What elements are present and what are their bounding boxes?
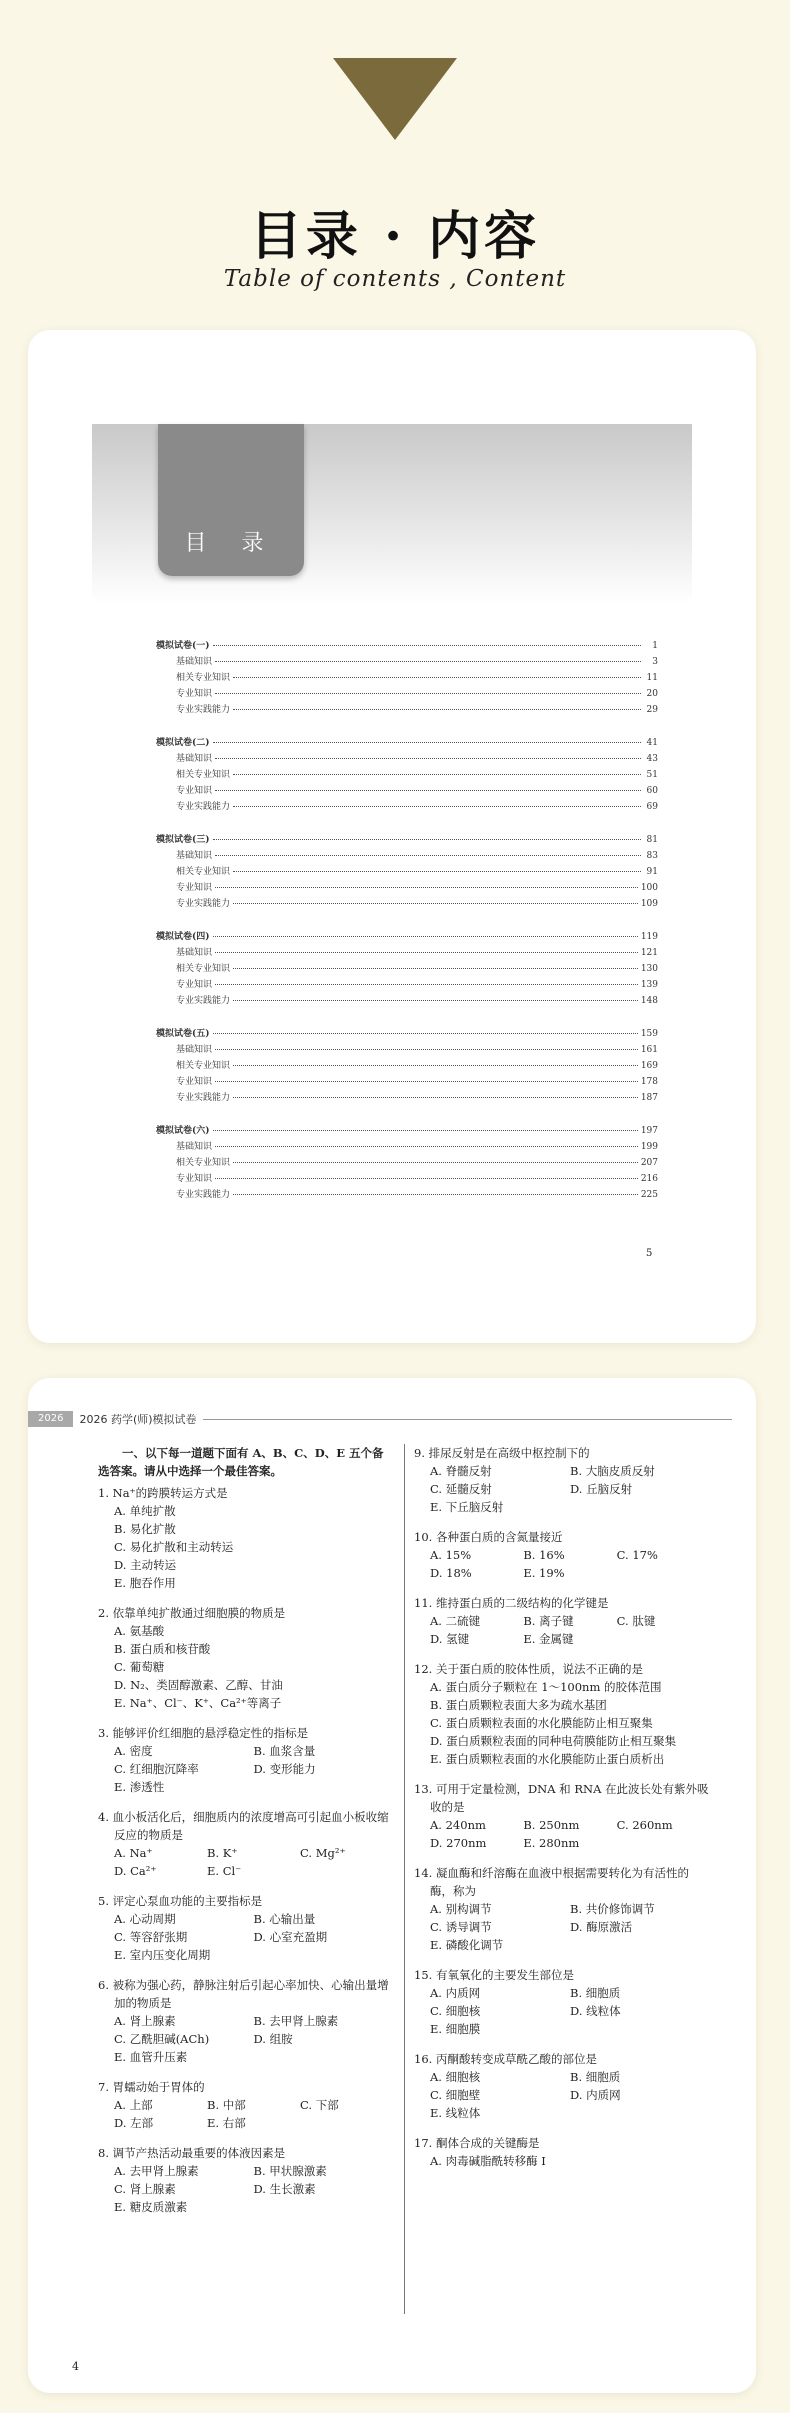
answer-option[interactable]: B. 去甲肾上腺素 — [253, 2014, 339, 2028]
toc-leader-dots — [233, 871, 641, 872]
toc-leader-dots — [233, 1194, 638, 1195]
toc-sub-entry[interactable] — [176, 1091, 658, 1105]
exam-page-card — [28, 1378, 756, 2393]
question-stem: 7. 胃蠕动始于胃体的 — [98, 2080, 205, 2094]
answer-option[interactable]: E. 19% — [523, 1566, 565, 1580]
answer-options — [414, 2152, 710, 2170]
toc-page-number: 5 — [646, 1248, 653, 1259]
answer-option[interactable]: B. 蛋白质颗粒表面大多为疏水基团 — [430, 1698, 607, 1712]
answer-option[interactable]: D. 丘脑反射 — [570, 1482, 633, 1496]
toc-sub-entry[interactable] — [176, 978, 658, 992]
toc-entry-page: 119 — [640, 932, 658, 942]
toc-sub-entry[interactable] — [176, 703, 658, 717]
toc-entry-page: 11 — [646, 673, 658, 683]
toc-sub-entry[interactable] — [176, 994, 658, 1008]
toc-entry-label: 模拟试卷(四) — [156, 932, 210, 942]
toc-section-entry[interactable] — [156, 1124, 658, 1138]
toc-entry-label: 专业实践能力 — [176, 705, 231, 715]
answer-option[interactable]: D. 心室充盈期 — [253, 1930, 328, 1944]
toc-entry-label: 模拟试卷(五) — [156, 1029, 210, 1039]
answer-option[interactable]: A. 氨基酸 — [114, 1624, 165, 1638]
toc-entry-page: 130 — [640, 964, 658, 974]
question-stem: 16. 丙酮酸转变成草酰乙酸的部位是 — [414, 2052, 597, 2066]
answer-option[interactable]: B. 蛋白质和核苷酸 — [114, 1642, 211, 1656]
toc-entry-page: 197 — [640, 1126, 658, 1136]
toc-entry-label: 模拟试卷(二) — [156, 738, 210, 748]
toc-sub-entry[interactable] — [176, 800, 658, 814]
toc-leader-dots — [233, 709, 641, 710]
question-item — [98, 1976, 393, 2066]
answer-option[interactable]: B. 细胞质 — [570, 2070, 621, 2084]
answer-options — [414, 1816, 710, 1852]
answer-option[interactable]: A. 肾上腺素 — [114, 2014, 176, 2028]
answer-option[interactable]: B. 中部 — [207, 2098, 246, 2112]
toc-sub-entry[interactable] — [176, 1188, 658, 1202]
answer-option[interactable]: A. 二硫键 — [430, 1614, 481, 1628]
toc-leader-dots — [213, 1033, 638, 1034]
answer-options — [414, 1462, 710, 1516]
answer-option[interactable]: E. 磷酸化调节 — [430, 1938, 504, 1952]
toc-leader-dots — [215, 855, 641, 856]
toc-sub-entry[interactable] — [176, 1059, 658, 1073]
answer-options — [98, 1502, 393, 1592]
toc-sub-entry[interactable] — [176, 687, 658, 701]
answer-option[interactable]: C. 红细胞沉降率 — [114, 1762, 199, 1776]
answer-option[interactable]: B. 血浆含量 — [253, 1744, 316, 1758]
answer-option[interactable]: E. 血管升压素 — [114, 2050, 188, 2064]
toc-leader-dots — [215, 984, 638, 985]
toc-sub-entry[interactable] — [176, 768, 658, 782]
answer-option[interactable]: C. 细胞壁 — [430, 2088, 481, 2102]
toc-entry-page: 100 — [640, 883, 658, 893]
toc-entry-label: 相关专业知识 — [176, 673, 231, 683]
answer-option[interactable]: C. 诱导调节 — [430, 1920, 492, 1934]
toc-entry-page: 139 — [640, 980, 658, 990]
answer-option[interactable]: C. 蛋白质颗粒表面的水化膜能防止相互聚集 — [430, 1716, 653, 1730]
answer-option[interactable]: E. 280nm — [523, 1836, 580, 1850]
answer-option[interactable]: A. Na⁺ — [114, 1846, 153, 1860]
toc-entry-label: 模拟试卷(一) — [156, 641, 210, 651]
toc-entry-page: 29 — [646, 705, 658, 715]
answer-options — [414, 1546, 710, 1582]
toc-entry-label: 专业知识 — [176, 786, 213, 796]
question-item — [414, 2050, 710, 2122]
answer-option[interactable]: D. 变形能力 — [253, 1762, 316, 1776]
toc-leader-dots — [215, 952, 638, 953]
toc-entry-page: 161 — [640, 1045, 658, 1055]
answer-options — [98, 1622, 393, 1712]
toc-sub-entry[interactable] — [176, 1156, 658, 1170]
question-stem: 3. 能够评价红细胞的悬浮稳定性的指标是 — [98, 1726, 309, 1740]
toc-entry-label: 模拟试卷(三) — [156, 835, 210, 845]
answer-options — [98, 2096, 393, 2132]
toc-entry-label: 相关专业知识 — [176, 770, 231, 780]
answer-option[interactable]: E. 渗透性 — [114, 1780, 165, 1794]
toc-entry-page: 169 — [640, 1061, 658, 1071]
question-stem: 11. 维持蛋白质的二级结构的化学键是 — [414, 1596, 609, 1610]
toc-sub-entry[interactable] — [176, 655, 658, 669]
question-stem: 13. 可用于定量检测，DNA 和 RNA 在此波长处有紫外吸收的是 — [414, 1782, 709, 1814]
toc-entry-label: 专业知识 — [176, 980, 213, 990]
question-item — [414, 1780, 710, 1852]
answer-option[interactable]: C. Mg²⁺ — [300, 1846, 346, 1860]
toc-sub-entry[interactable] — [176, 849, 658, 863]
question-stem: 4. 血小板活化后，细胞质内的浓度增高可引起血小板收缩反应的物质是 — [98, 1810, 389, 1842]
page-subtitle: Table of contents , Content — [223, 266, 567, 292]
toc-entry-page: 60 — [646, 786, 658, 796]
answer-option[interactable]: B. 心输出量 — [253, 1912, 316, 1926]
toc-sub-entry[interactable] — [176, 1140, 658, 1154]
question-stem: 15. 有氧氧化的主要发生部位是 — [414, 1968, 574, 1982]
answer-option[interactable]: C. 下部 — [300, 2098, 339, 2112]
toc-leader-dots — [213, 1130, 638, 1131]
answer-option[interactable]: D. N₂、类固醇激素、乙醇、甘油 — [114, 1678, 283, 1692]
toc-entry-label: 专业实践能力 — [176, 802, 231, 812]
question-stem: 17. 酮体合成的关键酶是 — [414, 2136, 540, 2150]
question-stem: 5. 评定心泵血功能的主要指标是 — [98, 1894, 263, 1908]
answer-option[interactable]: D. 左部 — [114, 2116, 154, 2130]
toc-entry-label: 专业知识 — [176, 689, 213, 699]
toc-leader-dots — [233, 1065, 638, 1066]
answer-option[interactable]: A. 蛋白质分子颗粒在 1～100nm 的胶体范围 — [430, 1680, 662, 1694]
toc-entry-label: 相关专业知识 — [176, 964, 231, 974]
question-item — [414, 1660, 710, 1768]
question-item — [98, 2078, 393, 2132]
toc-leader-dots — [233, 1097, 638, 1098]
toc-entry-page: 148 — [640, 996, 658, 1006]
question-item — [414, 1594, 710, 1648]
answer-option[interactable]: A. 去甲肾上腺素 — [114, 2164, 199, 2178]
answer-option[interactable]: E. Na⁺、Cl⁻、K⁺、Ca²⁺等离子 — [114, 1696, 282, 1710]
answer-options — [98, 1742, 393, 1796]
answer-option[interactable]: C. 等容舒张期 — [114, 1930, 188, 1944]
question-stem: 10. 各种蛋白质的含氮量接近 — [414, 1530, 563, 1544]
answer-option[interactable]: D. 氢键 — [430, 1632, 470, 1646]
exam-running-header — [28, 1411, 756, 1427]
question-item — [98, 1484, 393, 1592]
toc-entry-page: 1 — [652, 641, 658, 651]
toc-section-entry[interactable] — [156, 736, 658, 750]
toc-leader-dots — [233, 968, 638, 969]
question-item — [414, 1444, 710, 1516]
toc-leader-dots — [233, 677, 641, 678]
question-item — [98, 1604, 393, 1712]
toc-entry-label: 相关专业知识 — [176, 867, 231, 877]
toc-entry-label: 基础知识 — [176, 1142, 213, 1152]
answer-option[interactable]: E. 蛋白质颗粒表面的水化膜能防止蛋白质析出 — [430, 1752, 665, 1766]
answer-option[interactable]: E. 胞吞作用 — [114, 1576, 176, 1590]
toc-entry-page: 207 — [640, 1158, 658, 1168]
toc-leader-dots — [215, 661, 641, 662]
answer-option[interactable]: A. 240nm — [430, 1818, 486, 1832]
toc-entry-page: 199 — [640, 1142, 658, 1152]
toc-entry-page: 20 — [646, 689, 658, 699]
answer-options — [414, 2068, 710, 2122]
toc-entry-label: 专业实践能力 — [176, 899, 231, 909]
answer-option[interactable]: A. 密度 — [114, 1744, 153, 1758]
answer-option[interactable]: D. 组胺 — [253, 2032, 293, 2046]
toc-sub-entry[interactable] — [176, 946, 658, 960]
column-divider — [404, 1444, 405, 2314]
toc-entry-label: 专业实践能力 — [176, 996, 231, 1006]
toc-entry-page: 3 — [652, 657, 658, 667]
toc-leader-dots — [233, 1000, 638, 1001]
answer-option[interactable]: D. 线粒体 — [570, 2004, 621, 2018]
question-item — [414, 1966, 710, 2038]
toc-entry-page: 83 — [646, 851, 658, 861]
toc-entry-label: 专业知识 — [176, 1077, 213, 1087]
answer-option[interactable]: A. 脊髓反射 — [430, 1464, 492, 1478]
answer-option[interactable]: C. 17% — [616, 1548, 658, 1562]
toc-entry-label: 基础知识 — [176, 851, 213, 861]
toc-sub-entry[interactable] — [176, 881, 658, 895]
toc-leader-dots — [233, 774, 641, 775]
toc-entry-page: 43 — [646, 754, 658, 764]
answer-option[interactable]: A. 单纯扩散 — [114, 1504, 176, 1518]
answer-option[interactable]: B. 250nm — [523, 1818, 580, 1832]
answer-option[interactable]: B. 甲状腺激素 — [253, 2164, 327, 2178]
exam-page-number: 4 — [72, 2360, 79, 2373]
left-column — [98, 1444, 393, 2228]
toc-leader-dots — [215, 790, 641, 791]
answer-option[interactable]: A. 细胞核 — [430, 2070, 481, 2084]
toc-leader-dots — [215, 1178, 638, 1179]
toc-sub-entry[interactable] — [176, 752, 658, 766]
toc-entry-page: 159 — [640, 1029, 658, 1039]
toc-entry-page: 69 — [646, 802, 658, 812]
toc-entry-page: 187 — [640, 1093, 658, 1103]
answer-option[interactable]: A. 别构调节 — [430, 1902, 492, 1916]
toc-section-entry[interactable] — [156, 639, 658, 653]
triangle-ornament-icon — [333, 58, 457, 140]
question-item — [98, 1892, 393, 1964]
toc-entry-page: 109 — [640, 899, 658, 909]
toc-sub-entry[interactable] — [176, 897, 658, 911]
toc-leader-dots — [233, 1162, 638, 1163]
answer-option[interactable]: C. 易化扩散和主动转运 — [114, 1540, 234, 1554]
toc-sub-entry[interactable] — [176, 1043, 658, 1057]
answer-option[interactable]: A. 15% — [430, 1548, 472, 1562]
toc-sub-entry[interactable] — [176, 671, 658, 685]
toc-section-entry[interactable] — [156, 930, 658, 944]
toc-leader-dots — [233, 806, 641, 807]
book-title: 2026 药学(师)模拟试卷 — [79, 1413, 197, 1426]
answer-option[interactable]: E. 右部 — [207, 2116, 246, 2130]
question-item — [98, 1724, 393, 1796]
answer-options — [98, 2012, 393, 2066]
question-stem: 12. 关于蛋白质的胶体性质，说法不正确的是 — [414, 1662, 643, 1676]
toc-sub-entry[interactable] — [176, 784, 658, 798]
toc-leader-dots — [215, 1049, 638, 1050]
answer-option[interactable]: A. 内质网 — [430, 1986, 481, 2000]
answer-option[interactable]: C. 细胞核 — [430, 2004, 481, 2018]
toc-sub-entry[interactable] — [176, 1075, 658, 1089]
answer-option[interactable]: C. 乙酰胆碱(ACh) — [114, 2032, 210, 2046]
answer-options — [414, 1612, 710, 1648]
toc-entry-page: 51 — [646, 770, 658, 780]
answer-option[interactable]: B. K⁺ — [207, 1846, 238, 1860]
question-stem: 2. 依靠单纯扩散通过细胞膜的物质是 — [98, 1606, 286, 1620]
answer-option[interactable]: A. 上部 — [114, 2098, 153, 2112]
answer-option[interactable]: C. 肽键 — [616, 1614, 656, 1628]
answer-options — [414, 1900, 710, 1954]
answer-option[interactable]: E. 线粒体 — [430, 2106, 481, 2120]
answer-option[interactable]: C. 肾上腺素 — [114, 2182, 176, 2196]
toc-entry-page: 216 — [640, 1174, 658, 1184]
answer-option[interactable]: E. 糖皮质激素 — [114, 2200, 188, 2214]
answer-option[interactable]: D. 生长激素 — [253, 2182, 316, 2196]
question-item — [98, 2144, 393, 2216]
question-item — [414, 1528, 710, 1582]
question-item — [414, 2134, 710, 2170]
answer-option[interactable]: D. 主动转运 — [114, 1558, 177, 1572]
toc-entry-page: 178 — [640, 1077, 658, 1087]
toc-section-entry[interactable] — [156, 833, 658, 847]
toc-heading: 目 录 — [184, 531, 278, 556]
toc-entry-label: 相关专业知识 — [176, 1061, 231, 1071]
answer-option[interactable]: B. 共价修饰调节 — [570, 1902, 655, 1916]
question-item — [414, 1864, 710, 1954]
answer-option[interactable]: C. 葡萄糖 — [114, 1660, 165, 1674]
toc-entry-page: 81 — [646, 835, 658, 845]
answer-option[interactable]: B. 离子键 — [523, 1614, 574, 1628]
toc-entry-label: 基础知识 — [176, 657, 213, 667]
answer-option[interactable]: D. Ca²⁺ — [114, 1864, 157, 1878]
answer-option[interactable]: B. 大脑皮质反射 — [570, 1464, 655, 1478]
toc-leader-dots — [215, 693, 641, 694]
answer-option[interactable]: C. 延髓反射 — [430, 1482, 492, 1496]
toc-leader-dots — [213, 839, 641, 840]
question-stem: 6. 被称为强心药，静脉注射后引起心率加快、心输出量增加的物质是 — [98, 1978, 389, 2010]
question-stem: 8. 调节产热活动最重要的体液因素是 — [98, 2146, 286, 2160]
answer-option[interactable]: D. 蛋白质颗粒表面的同种电荷膜能防止相互聚集 — [430, 1734, 677, 1748]
answer-option[interactable]: D. 酶原激活 — [570, 1920, 633, 1934]
toc-sub-entry[interactable] — [176, 865, 658, 879]
answer-option[interactable]: E. 细胞膜 — [430, 2022, 481, 2036]
toc-leader-dots — [215, 1146, 638, 1147]
toc-leader-dots — [215, 758, 641, 759]
toc-entry-page: 121 — [640, 948, 658, 958]
toc-leader-dots — [213, 936, 638, 937]
question-stem: 1. Na⁺的跨膜转运方式是 — [98, 1486, 228, 1500]
answer-option[interactable]: C. 260nm — [616, 1818, 673, 1832]
answer-option[interactable]: B. 16% — [523, 1548, 565, 1562]
answer-option[interactable]: B. 易化扩散 — [114, 1522, 176, 1536]
toc-entry-label: 相关专业知识 — [176, 1158, 231, 1168]
question-stem: 9. 排尿反射是在高级中枢控制下的 — [414, 1446, 590, 1460]
answer-option[interactable]: E. 室内压变化周期 — [114, 1948, 211, 1962]
toc-entry-label: 专业知识 — [176, 1174, 213, 1184]
toc-entry-label: 专业知识 — [176, 883, 213, 893]
toc-leader-dots — [233, 903, 638, 904]
toc-entry-label: 模拟试卷(六) — [156, 1126, 210, 1136]
toc-entry-page: 41 — [646, 738, 658, 748]
answer-option[interactable]: E. 下丘脑反射 — [430, 1500, 504, 1514]
toc-entry-page: 91 — [646, 867, 658, 877]
toc-entry-label: 专业实践能力 — [176, 1190, 231, 1200]
toc-leader-dots — [213, 645, 641, 646]
toc-leader-dots — [215, 1081, 638, 1082]
right-column — [414, 1444, 710, 2182]
toc-leader-dots — [215, 887, 638, 888]
answer-option[interactable]: A. 肉毒碱脂酰转移酶 Ⅰ — [430, 2154, 546, 2168]
toc-leader-dots — [213, 742, 641, 743]
toc-entry-label: 基础知识 — [176, 1045, 213, 1055]
question-stem: 14. 凝血酶和纤溶酶在血液中根据需要转化为有活性的酶，称为 — [414, 1866, 689, 1898]
exam-instruction: 一、以下每一道题下面有 A、B、C、D、E 五个备选答案。请从中选择一个最佳答案。 — [98, 1446, 384, 1478]
toc-section-entry[interactable] — [156, 1027, 658, 1041]
answer-options — [98, 1844, 393, 1880]
answer-options — [414, 1678, 710, 1768]
answer-option[interactable]: E. Cl⁻ — [207, 1864, 242, 1878]
toc-entry-label: 基础知识 — [176, 948, 213, 958]
answer-option[interactable]: D. 18% — [430, 1566, 472, 1580]
question-item — [98, 1808, 393, 1880]
toc-sub-entry[interactable] — [176, 962, 658, 976]
header-rule — [203, 1419, 732, 1420]
answer-option[interactable]: A. 心动周期 — [114, 1912, 176, 1926]
toc-sub-entry[interactable] — [176, 1172, 658, 1186]
answer-option[interactable]: D. 内质网 — [570, 2088, 621, 2102]
toc-entry-label: 专业实践能力 — [176, 1093, 231, 1103]
answer-options — [98, 1910, 393, 1964]
toc-entry-label: 基础知识 — [176, 754, 213, 764]
year-tag: 2026 — [28, 1411, 73, 1427]
answer-options — [414, 1984, 710, 2038]
answer-option[interactable]: B. 细胞质 — [570, 1986, 621, 2000]
toc-card — [28, 330, 756, 1343]
answer-options — [98, 2162, 393, 2216]
answer-option[interactable]: E. 金属键 — [523, 1632, 574, 1646]
toc-entry-page: 225 — [640, 1190, 658, 1200]
page-title: 目录 · 内容 — [249, 206, 541, 267]
answer-option[interactable]: D. 270nm — [430, 1836, 487, 1850]
